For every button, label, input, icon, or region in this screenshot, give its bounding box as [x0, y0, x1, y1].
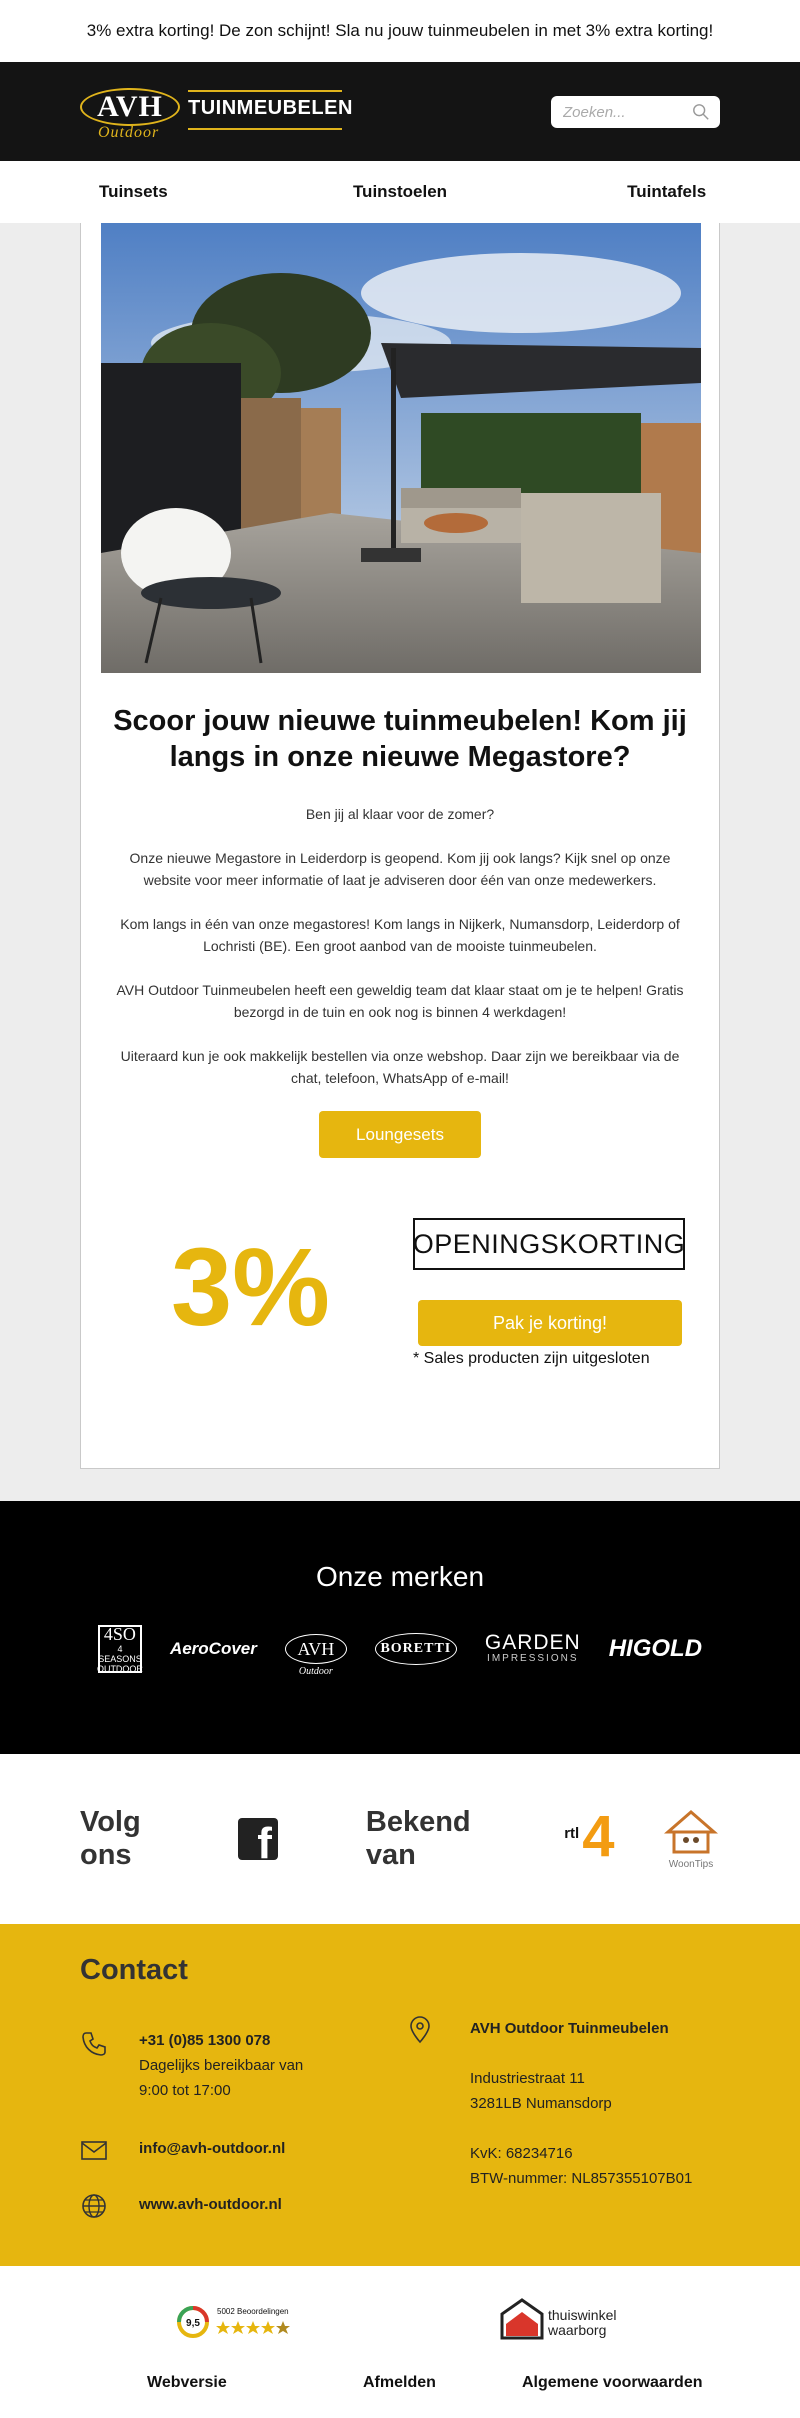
footer: [0, 2266, 800, 2416]
brand-4so-mark: 4SO: [103, 1624, 136, 1644]
article-paragraph: Uiteraard kun je ook makkelijk bestellen via onze webshop. Daar zijn we bereikbaar via de chat, telefoon, WhatsApp of e-mail!: [120, 1048, 680, 1086]
article-headline: Scoor jouw nieuwe tuinmeubelen! Kom jij langs in onze nieuwe Megastore?: [113, 705, 687, 773]
website-block: [139, 2192, 282, 2217]
promo-percentage: 3%: [171, 1226, 330, 1349]
logo-divider: [188, 90, 342, 92]
article-body: [101, 803, 699, 1089]
brand-avh-outdoor[interactable]: [285, 1634, 347, 1677]
rating-badge[interactable]: [177, 2302, 309, 2342]
city: 3281LB Numansdorp: [470, 2095, 612, 2112]
main-content: [0, 223, 800, 1501]
brand-4so-line2: OUTDOOR: [96, 1664, 143, 1674]
brand-avh-sub: Outdoor: [298, 1666, 333, 1677]
search-box: [551, 96, 720, 128]
search-icon[interactable]: [692, 103, 710, 121]
rating-stars: [216, 2321, 290, 2334]
article-paragraph: AVH Outdoor Tuinmeubelen heeft een geweldig team dat klaar staat om je te helpen! Gratis bezorgd in de tuin en ook nog is binnen 4 werkdagen!: [116, 982, 684, 1020]
phone-block: [139, 2028, 303, 2103]
email-link[interactable]: info@avh-outdoor.nl: [139, 2140, 286, 2157]
brand-garden-mark: GARDEN: [484, 1631, 581, 1654]
hero-image: [101, 223, 701, 673]
brand-4-seasons-outdoor[interactable]: [98, 1625, 142, 1673]
afmelden-link[interactable]: Afmelden: [363, 2374, 436, 2391]
logo[interactable]: [80, 84, 353, 142]
brand-boretti[interactable]: [375, 1633, 457, 1665]
main-nav: [0, 161, 800, 223]
brand-aerocover[interactable]: [170, 1639, 257, 1659]
street: Industriestraat 11: [470, 2070, 585, 2087]
hours-line1: Dagelijks bereikbaar van: [139, 2057, 304, 2074]
rtl4-number: 4: [582, 1804, 615, 1869]
social-section: [0, 1754, 800, 1924]
location-pin-icon: [406, 2016, 434, 2044]
brand-logos: [0, 1621, 800, 1677]
rating-graphic: [177, 2302, 309, 2342]
nav-tuinsets[interactable]: Tuinsets: [99, 182, 168, 201]
promo-block: [101, 1218, 699, 1428]
nav-tuintafels[interactable]: Tuintafels: [627, 182, 707, 201]
article-card: [80, 223, 720, 1469]
contact-title: Contact: [80, 1954, 188, 1986]
brand-avh-mark: AVH: [297, 1638, 335, 1659]
article-paragraph: Ben jij al klaar voor de zomer?: [305, 806, 495, 822]
promo-note: * Sales producten zijn uitgesloten: [413, 1350, 650, 1367]
search-input[interactable]: [563, 104, 692, 121]
brands-section: [0, 1501, 800, 1754]
rtl4-logo[interactable]: [564, 1804, 618, 1869]
rtl4-prefix: rtl: [564, 1825, 580, 1842]
woontips-house-icon: [662, 1808, 720, 1856]
follow-label: Volg ons: [80, 1806, 141, 1871]
known-from-label: Bekend van: [365, 1806, 471, 1871]
btw-number: BTW-nummer: NL857355107B01: [470, 2170, 693, 2187]
webversie-link[interactable]: Webversie: [147, 2374, 227, 2391]
website-link[interactable]: www.avh-outdoor.nl: [139, 2196, 282, 2213]
brand-garden-impressions[interactable]: [485, 1633, 581, 1665]
site-header: [0, 62, 800, 161]
brands-title: Onze merken: [315, 1561, 485, 1592]
brand-aerocover-mark: AeroCover: [169, 1639, 257, 1658]
article-paragraph: Kom langs in één van onze megastores! Kom langs in Nijkerk, Numansdorp, Leiderdorp of Lochristi (BE). Een groot aanbod van de mooiste tuinmeubelen.: [120, 916, 680, 954]
logo-divider: [188, 128, 342, 130]
thuiswinkel-line1: thuiswinkel: [548, 2307, 617, 2323]
logo-sub: Outdoor: [98, 124, 160, 141]
hours-line2: 9:00 tot 17:00: [139, 2082, 231, 2099]
thuiswinkel-badge[interactable]: [500, 2298, 624, 2342]
company-name: AVH Outdoor Tuinmeubelen: [470, 2020, 669, 2037]
announcement-bar: [0, 0, 800, 62]
rating-score: 9,5: [186, 2318, 200, 2329]
thuiswinkel-line2: waarborg: [548, 2322, 607, 2338]
thuiswinkel-graphic: [500, 2298, 624, 2342]
cta-wrap: [101, 1111, 699, 1158]
facebook-icon[interactable]: f: [238, 1818, 278, 1860]
korting-button[interactable]: Pak je korting!: [418, 1300, 682, 1346]
promo-title: OPENINGSKORTING: [413, 1218, 685, 1270]
kvk-number: KvK: 68234716: [470, 2145, 573, 2162]
woontips-logo[interactable]: [662, 1808, 720, 1870]
brand-higold-mark: HIGOLD: [608, 1635, 703, 1662]
logo-text: TUINMEUBELEN: [188, 97, 353, 119]
phone-icon: [80, 2030, 108, 2058]
voorwaarden-link[interactable]: Algemene voorwaarden: [522, 2374, 703, 2391]
contact-section: [0, 1924, 800, 2266]
article-paragraph: Onze nieuwe Megastore in Leiderdorp is geopend. Kom jij ook langs? Kijk snel op onze website voor meer informatie of laat je adviseren door één van onze medewerkers.: [129, 850, 671, 888]
logo-mark: AVH: [80, 88, 180, 126]
brand-higold[interactable]: [609, 1635, 702, 1663]
phone-number[interactable]: +31 (0)85 1300 078: [139, 2032, 271, 2049]
loungesets-button[interactable]: Loungesets: [319, 1111, 481, 1158]
rating-count: 5002 Beoordelingen: [217, 2307, 289, 2316]
brand-garden-sub: IMPRESSIONS: [487, 1653, 579, 1664]
globe-icon: [80, 2192, 108, 2220]
nav-tuinstoelen[interactable]: Tuinstoelen: [352, 182, 448, 201]
announcement-text: 3% extra korting! De zon schijnt! Sla nu jouw tuinmeubelen in met 3% extra korting!: [86, 21, 714, 40]
address-block: [470, 2016, 692, 2191]
mail-icon: [80, 2136, 108, 2164]
email-block: [139, 2136, 285, 2161]
brand-4so-line1: 4 SEASONS: [98, 1644, 142, 1664]
woontips-text: WoonTips: [668, 1859, 714, 1870]
brand-boretti-mark: BORETTI: [380, 1641, 452, 1656]
